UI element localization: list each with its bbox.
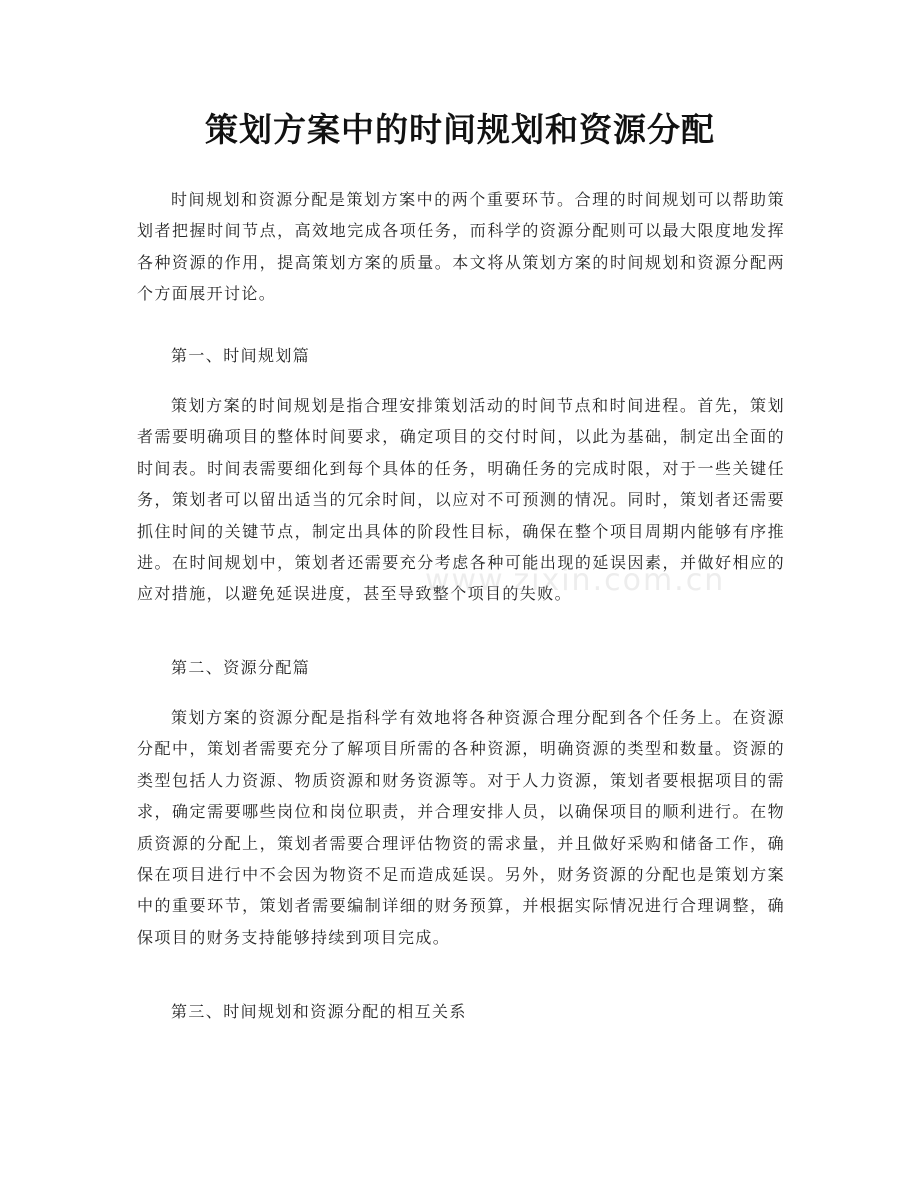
section3-heading — [137, 996, 785, 1027]
section2-paragraph — [137, 702, 785, 953]
section1-paragraph — [137, 390, 785, 610]
section1-heading — [137, 340, 785, 371]
section2-text: 策划方案的资源分配是指科学有效地将各种资源合理分配到各个任务上。在资源分配中，策划者需要充分了解项目所需的各种资源，明确资源的类型和数量。资源的类型包括人力资源、物质资源和财务资源等。对于人力资源，策划者要根据项目的需求，确定需要哪些岗位和岗位职责，并合理安排人员，以确保项目的顺利进行。在物质资源的分配上，策划者需要合理评估物资的需求量，并且做好采购和储备工作，确保在项目进行中不会因为物资不足而造成延误。另外，财务资源的分配也是策划方案中的重要环节，策划者需要编制详细的财务预算，并根据实际情况进行合理调整，确保项目的财务支持能够持续到项目完成。 — [137, 708, 785, 947]
intro-paragraph — [137, 184, 785, 310]
section2-heading-text: 第二、资源分配篇 — [171, 658, 311, 677]
section1-heading-text: 第一、时间规划篇 — [171, 346, 311, 365]
watermark: www.zixin.com.cn — [425, 563, 726, 598]
intro-text: 时间规划和资源分配是策划方案中的两个重要环节。合理的时间规划可以帮助策划者把握时间节点，高效地完成各项任务，而科学的资源分配则可以最大限度地发挥各种资源的作用，提高策划方案的质量。本文将从策划方案的时间规划和资源分配两个方面展开讨论。 — [137, 190, 785, 304]
document-title: 策划方案中的时间规划和资源分配 — [205, 110, 715, 149]
section2-heading — [137, 652, 785, 683]
section3-heading-text: 第三、时间规划和资源分配的相互关系 — [171, 1002, 467, 1021]
section1-text: 策划方案的时间规划是指合理安排策划活动的时间节点和时间进程。首先，策划者需要明确项目的整体时间要求，确定项目的交付时间，以此为基础，制定出全面的时间表。时间表需要细化到每个具体的任务，明确任务的完成时限，对于一些关键任务，策划者可以留出适当的冗余时间，以应对不可预测的情况。同时，策划者还需要抓住时间的关键节点，制定出具体的阶段性目标，确保在整个项目周期内能够有序推进。在时间规划中，策划者还需要充分考虑各种可能出现的延误因素，并做好相应的应对措施，以避免延误进度，甚至导致整个项目的失败。 — [137, 396, 785, 604]
